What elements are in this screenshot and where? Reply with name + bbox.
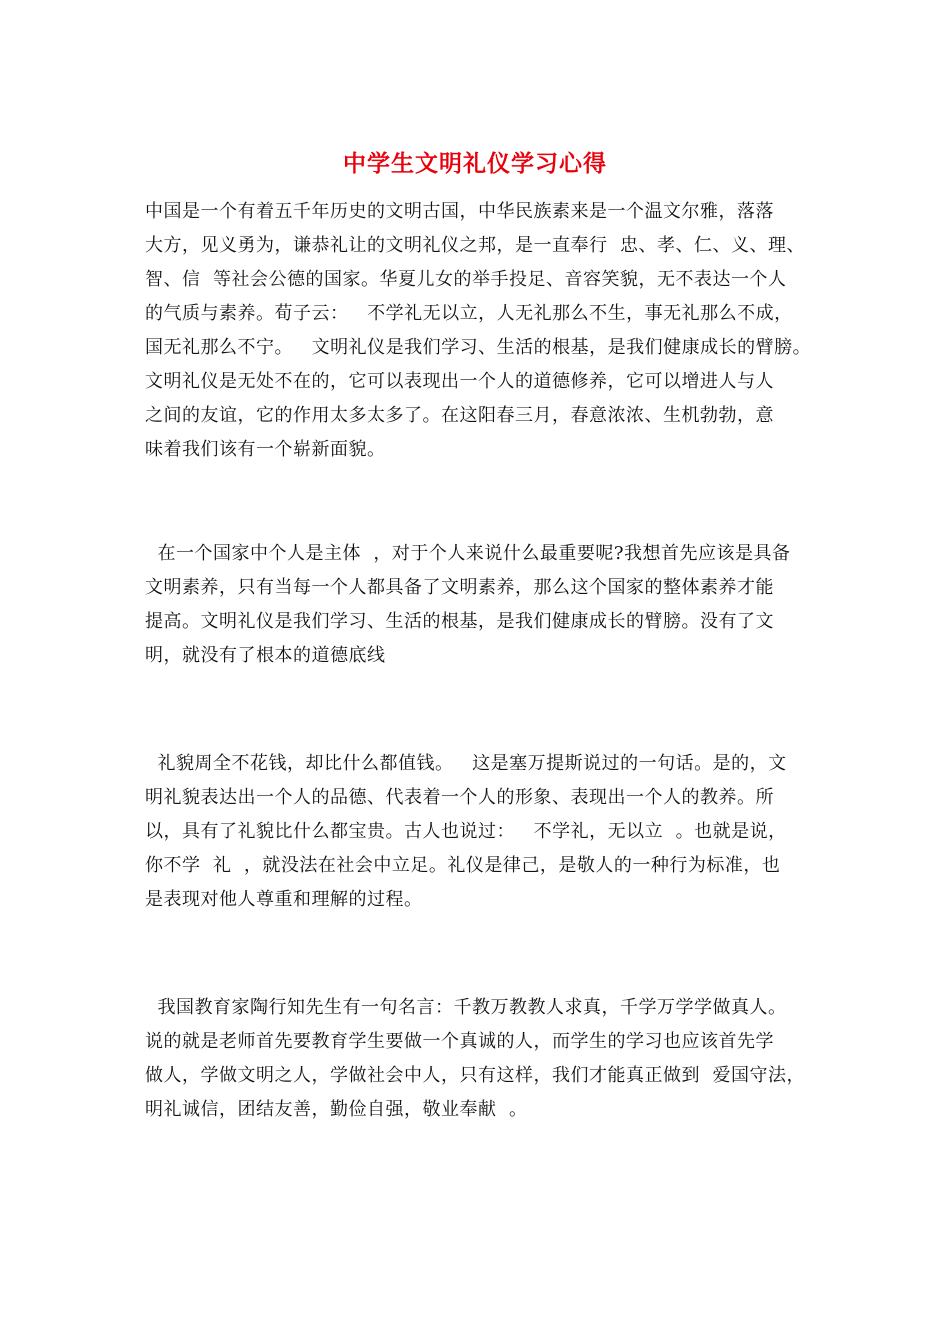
paragraph-2-line-3: 提高。文明礼仪是我们学习、生活的根基，是我们健康成长的臂膀。没有了文	[145, 611, 774, 632]
paragraph-4-line-1: 我国教育家陶行知先生有一句名言：千教万教教人求真，千学万学学做真人。	[145, 997, 787, 1018]
paragraph-4-line-2: 说的就是老师首先要教育学生要做一个真诚的人，而学生的学习也应该首先学	[145, 1031, 774, 1052]
paragraph-4-line-4: 明礼诚信，团结友善，勤俭自强，敬业奉献 。	[145, 1099, 528, 1120]
paragraph-1-line-3: 智、信 等社会公德的国家。华夏儿女的举手投足、音容笑貌，无不表达一个人	[145, 269, 787, 290]
paragraph-3-line-2: 明礼貌表达出一个人的品德、代表着一个人的形象、表现出一个人的教养。所	[145, 787, 774, 808]
paragraph-3-line-3: 以，具有了礼貌比什么都宝贵。古人也说过： 不学礼，无以立 。也就是说，	[145, 821, 787, 842]
paragraph-3-line-4: 你不学 礼 ，就没法在社会中立足。礼仪是律己，是敬人的一种行为标准，也	[145, 855, 781, 876]
paragraph-1-line-6: 文明礼仪是无处不在的，它可以表现出一个人的道德修养，它可以增进人与人	[145, 371, 774, 392]
paragraph-3-line-1: 礼貌周全不花钱，却比什么都值钱。 这是塞万提斯说过的一句话。是的，文	[145, 753, 787, 774]
paragraph-1-line-1: 中国是一个有着五千年历史的文明古国，中华民族素来是一个温文尔雅，落落	[145, 201, 774, 222]
paragraph-4-line-3: 做人，学做文明之人，学做社会中人，只有这样，我们才能真正做到 爱国守法，	[145, 1065, 805, 1086]
paragraph-1-line-8: 味着我们该有一个崭新面貌。	[145, 439, 386, 460]
paragraph-2-line-4: 明，就没有了根本的道德底线	[145, 645, 386, 666]
paragraph-2-line-1: 在一个国家中个人是主体 ，对于个人来说什么最重要呢?我想首先应该是具备	[145, 543, 791, 564]
paragraph-1-line-7: 之间的友谊，它的作用太多太多了。在这阳春三月，春意浓浓、生机勃勃，意	[145, 405, 774, 426]
paragraph-1-line-2: 大方，见义勇为，谦恭礼让的文明礼仪之邦，是一直奉行 忠、孝、仁、义、理、	[145, 235, 805, 256]
paragraph-1-line-4: 的气质与素养。荀子云： 不学礼无以立，人无礼那么不生，事无礼那么不成，	[145, 303, 793, 324]
paragraph-1-line-5: 国无礼那么不宁。 文明礼仪是我们学习、生活的根基，是我们健康成长的臂膀。	[145, 337, 812, 358]
paragraph-2-line-2: 文明素养，只有当每一个人都具备了文明素养，那么这个国家的整体素养才能	[145, 577, 774, 598]
document-title: 中学生文明礼仪学习心得	[343, 150, 607, 177]
paragraph-3-line-5: 是表现对他人尊重和理解的过程。	[145, 889, 423, 910]
